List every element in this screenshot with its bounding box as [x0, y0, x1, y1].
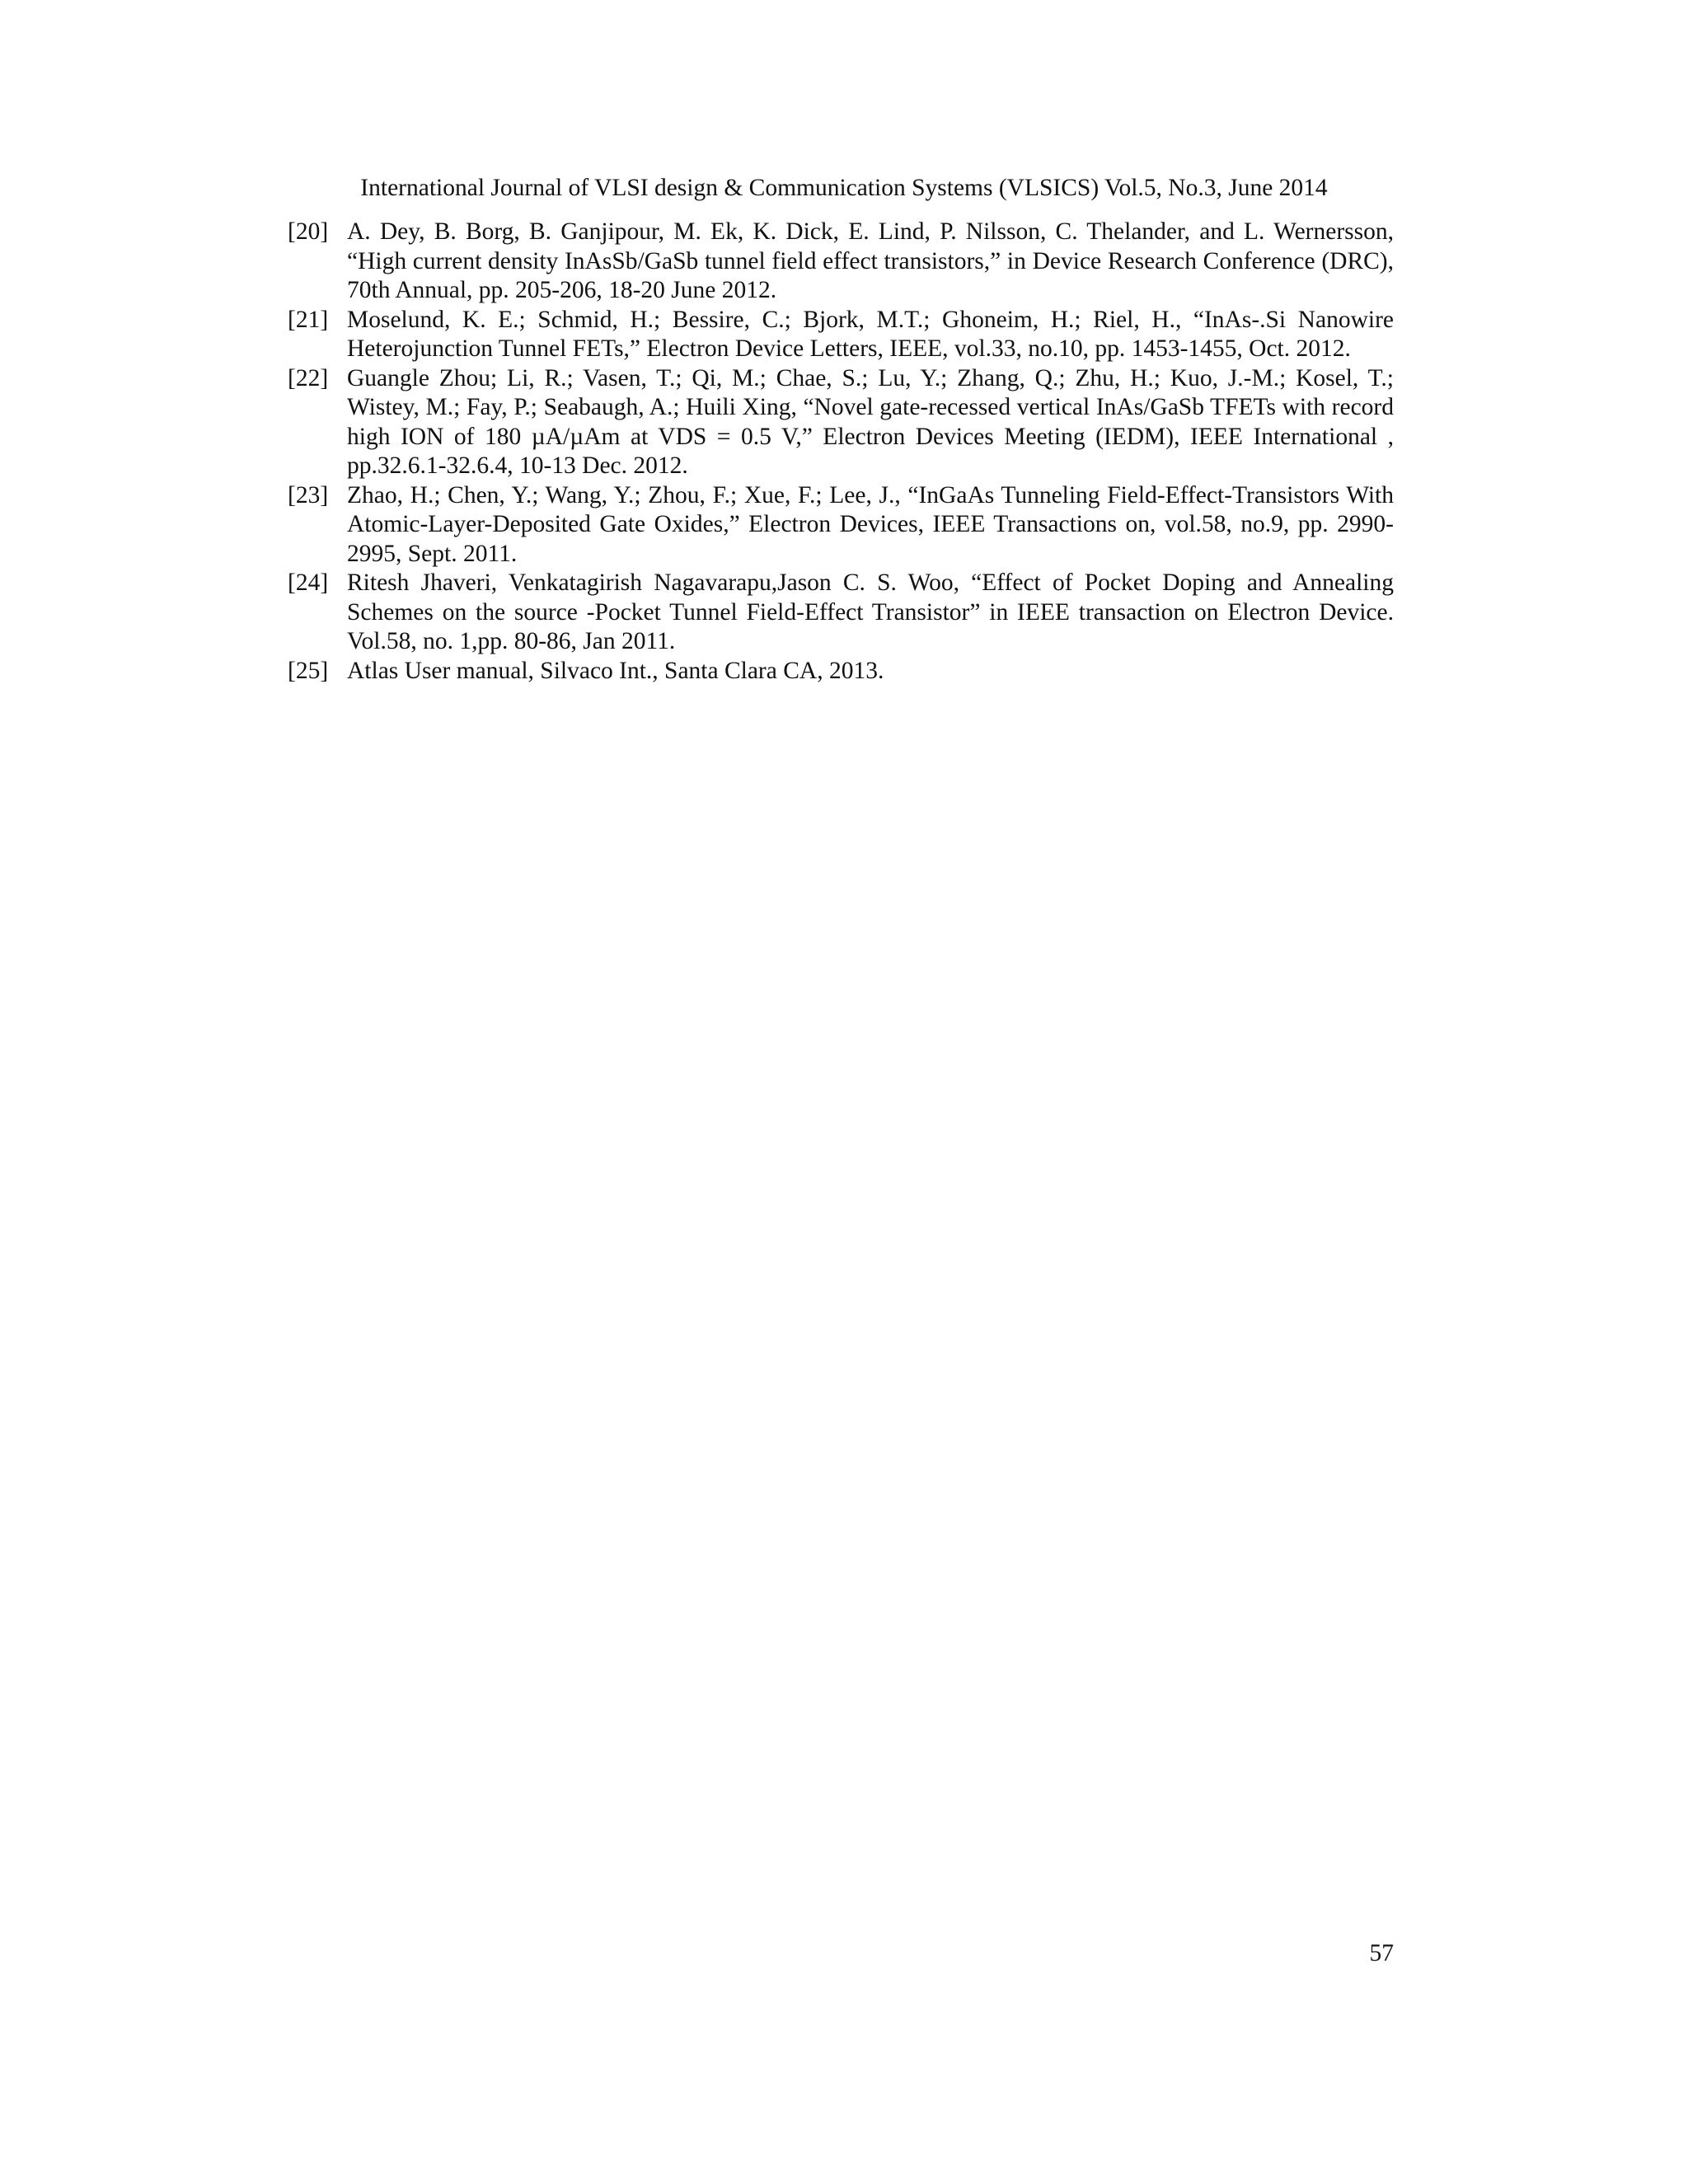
reference-list: [288, 218, 1394, 686]
reference-text: A. Dey, B. Borg, B. Ganjipour, M. Ek, K. Dick, E. Lind, P. Nilsson, C. Thelander, and L. Wernersson, “High current density InAsSb/GaSb tunnel field effect transistors,” in Device Research Conference (DRC), 70th Annual, pp. 205-206, 18-20 June 2012.: [347, 218, 1394, 303]
reference-text: Atlas User manual, Silvaco Int., Santa Clara CA, 2013.: [347, 657, 884, 684]
reference-number: [24]: [288, 569, 329, 596]
reference-number: [21]: [288, 306, 329, 333]
reference-item: [288, 657, 1394, 687]
reference-text: Zhao, H.; Chen, Y.; Wang, Y.; Zhou, F.; Xue, F.; Lee, J., “InGaAs Tunneling Field-Effect-Transistors With Atomic-Layer-Deposited Gate Oxides,” Electron Devices, IEEE Transactions on, vol.58, no.9, pp. 2990-2995, Sept. 2011.: [347, 481, 1394, 567]
reference-item: [288, 569, 1394, 657]
reference-number: [23]: [288, 481, 329, 509]
reference-item: [288, 481, 1394, 569]
reference-item: [288, 218, 1394, 306]
page-number: 57: [1369, 1940, 1394, 1966]
reference-item: [288, 364, 1394, 481]
reference-number: [25]: [288, 657, 329, 684]
reference-text: Guangle Zhou; Li, R.; Vasen, T.; Qi, M.; Chae, S.; Lu, Y.; Zhang, Q.; Zhu, H.; Kuo, J.-M.; Kosel, T.; Wistey, M.; Fay, P.; Seabaugh, A.; Huili Xing, “Novel gate-recessed vertical InAs/GaSb TFETs with record high ION of 180 µA/µAm at VDS = 0.5 V,” Electron Devices Meeting (IEDM), IEEE International , pp.32.6.1-32.6.4, 10-13 Dec. 2012.: [347, 364, 1394, 479]
reference-text: Ritesh Jhaveri, Venkatagirish Nagavarapu,Jason C. S. Woo, “Effect of Pocket Doping and Annealing Schemes on the source -Pocket Tunnel Field-Effect Transistor” in IEEE transaction on Electron Device. Vol.58, no. 1,pp. 80-86, Jan 2011.: [347, 569, 1394, 654]
reference-number: [22]: [288, 364, 329, 391]
reference-item: [288, 306, 1394, 364]
reference-text: Moselund, K. E.; Schmid, H.; Bessire, C.; Bjork, M.T.; Ghoneim, H.; Riel, H., “InAs-.Si Nanowire Heterojunction Tunnel FETs,” Electron Device Letters, IEEE, vol.33, no.10, pp. 1453-1455, Oct. 2012.: [347, 306, 1394, 362]
running-header: International Journal of VLSI design & Communication Systems (VLSICS) Vol.5, No.3, June 2014: [360, 175, 1328, 201]
reference-number: [20]: [288, 218, 329, 245]
